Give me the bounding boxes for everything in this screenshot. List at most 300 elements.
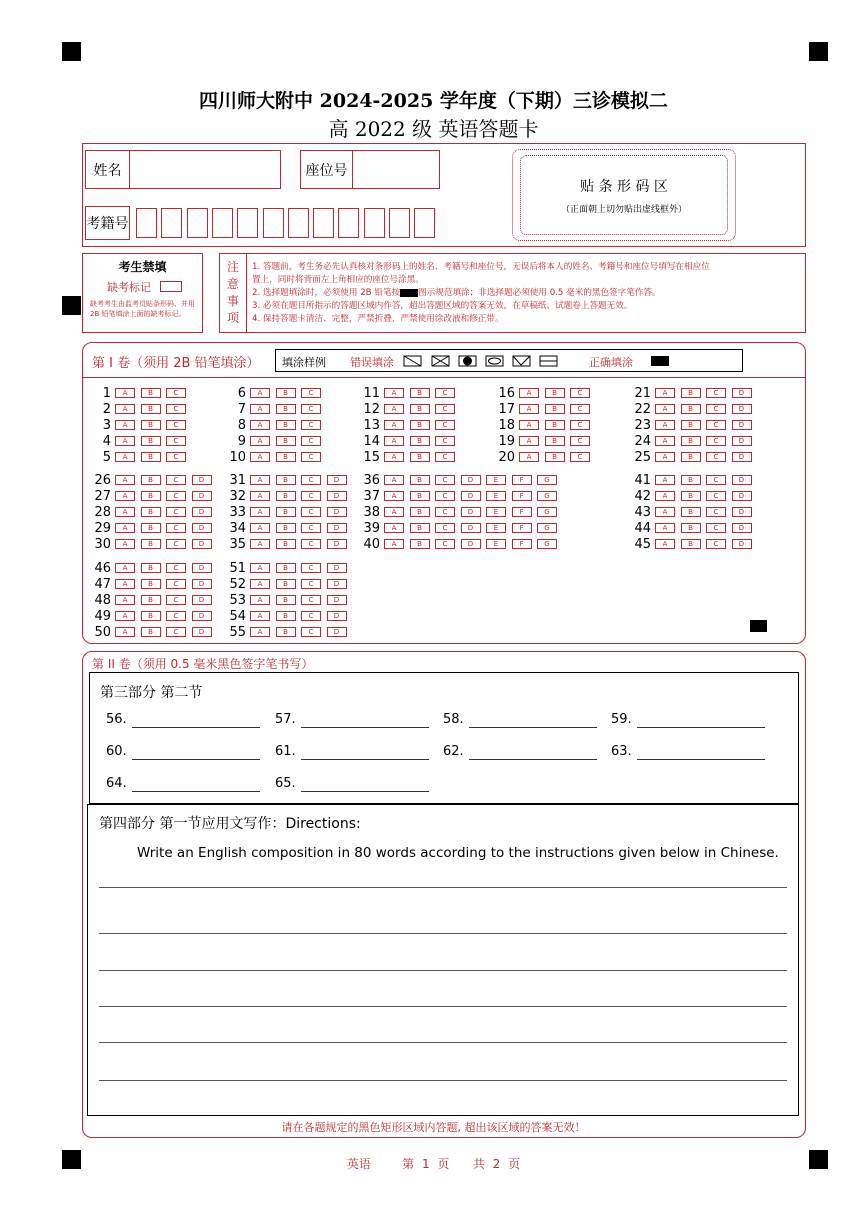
option-bubble-36-B[interactable]: B — [410, 475, 430, 485]
option-bubble-10-A[interactable]: A — [250, 452, 270, 462]
option-bubble-46-D[interactable]: D — [192, 563, 212, 573]
option-bubble-22-D[interactable]: D — [732, 404, 752, 414]
question-number: 31 — [229, 473, 246, 488]
option-bubble-47-B[interactable]: B — [141, 579, 161, 589]
blank-item[interactable] — [275, 744, 296, 759]
option-bubble-20-A[interactable]: A — [519, 452, 539, 462]
blank-line[interactable] — [469, 727, 597, 728]
question-number: 48 — [94, 593, 111, 608]
name-field[interactable] — [129, 150, 281, 189]
option-bubble-38-E[interactable]: E — [486, 507, 506, 517]
blank-item[interactable] — [106, 712, 127, 727]
option-bubble-26-A[interactable]: A — [115, 475, 135, 485]
option-bubble-35-C[interactable]: C — [301, 539, 321, 549]
option-bubble-49-C[interactable]: C — [166, 611, 186, 621]
option-bubble-7-B[interactable]: B — [276, 404, 296, 414]
option-bubble-34-A[interactable]: A — [250, 523, 270, 533]
corner-mark-top-left — [62, 42, 81, 61]
option-bubble-39-G[interactable]: G — [537, 523, 557, 533]
option-bubble-21-C[interactable]: C — [706, 388, 726, 398]
option-bubble-47-D[interactable]: D — [192, 579, 212, 589]
option-bubble-3-A[interactable]: A — [115, 420, 135, 430]
exam-id-digit-box[interactable] — [414, 208, 435, 238]
exam-id-digit-box[interactable] — [136, 208, 157, 238]
question-number: 26 — [94, 473, 111, 488]
option-bubble-13-C[interactable]: C — [435, 420, 455, 430]
option-bubble-51-D[interactable]: D — [327, 563, 347, 573]
option-bubble-27-A[interactable]: A — [115, 491, 135, 501]
option-bubble-9-C[interactable]: C — [301, 436, 321, 446]
option-bubble-36-C[interactable]: C — [435, 475, 455, 485]
option-bubble-11-B[interactable]: B — [410, 388, 430, 398]
option-bubble-48-A[interactable]: A — [115, 595, 135, 605]
option-bubble-29-B[interactable]: B — [141, 523, 161, 533]
option-bubble-33-C[interactable]: C — [301, 507, 321, 517]
barcode-note: （正面朝上切勿贴出虚线框外） — [560, 205, 687, 215]
exam-id-digit-box[interactable] — [187, 208, 208, 238]
option-bubble-14-A[interactable]: A — [384, 436, 404, 446]
option-bubble-22-C[interactable]: C — [706, 404, 726, 414]
option-bubble-52-C[interactable]: C — [301, 579, 321, 589]
option-bubble-52-A[interactable]: A — [250, 579, 270, 589]
option-bubble-24-B[interactable]: B — [681, 436, 701, 446]
option-bubble-30-C[interactable]: C — [166, 539, 186, 549]
option-bubble-52-D[interactable]: D — [327, 579, 347, 589]
option-bubble-41-A[interactable]: A — [655, 475, 675, 485]
section4-title: 第四部分 第一节应用文写作：Directions: — [99, 816, 361, 832]
question-number: 29 — [94, 521, 111, 536]
writing-line[interactable] — [99, 970, 787, 971]
option-bubble-49-A[interactable]: A — [115, 611, 135, 621]
option-bubble-28-A[interactable]: A — [115, 507, 135, 517]
option-bubble-36-G[interactable]: G — [537, 475, 557, 485]
option-bubble-4-A[interactable]: A — [115, 436, 135, 446]
option-bubble-10-C[interactable]: C — [301, 452, 321, 462]
option-bubble-8-A[interactable]: A — [250, 420, 270, 430]
option-bubble-16-C[interactable]: C — [570, 388, 590, 398]
option-bubble-44-C[interactable]: C — [706, 523, 726, 533]
blank-item[interactable] — [275, 712, 296, 727]
option-bubble-2-B[interactable]: B — [141, 404, 161, 414]
option-bubble-25-D[interactable]: D — [732, 452, 752, 462]
option-bubble-10-B[interactable]: B — [276, 452, 296, 462]
directions-text: Write an English composition in 80 words according to the instructions given below in Chinese. — [137, 845, 779, 861]
option-bubble-45-C[interactable]: C — [706, 539, 726, 549]
option-bubble-47-A[interactable]: A — [115, 579, 135, 589]
option-bubble-29-D[interactable]: D — [192, 523, 212, 533]
option-bubble-40-G[interactable]: G — [537, 539, 557, 549]
option-bubble-32-A[interactable]: A — [250, 491, 270, 501]
option-bubble-27-C[interactable]: C — [166, 491, 186, 501]
option-bubble-44-D[interactable]: D — [732, 523, 752, 533]
blank-item[interactable] — [106, 776, 127, 791]
option-bubble-50-C[interactable]: C — [166, 627, 186, 637]
blank-line[interactable] — [301, 727, 429, 728]
option-bubble-55-D[interactable]: D — [327, 627, 347, 637]
option-bubble-39-A[interactable]: A — [384, 523, 404, 533]
option-bubble-20-B[interactable]: B — [545, 452, 565, 462]
question-number: 16 — [498, 386, 515, 401]
option-bubble-1-C[interactable]: C — [166, 388, 186, 398]
option-bubble-48-D[interactable]: D — [192, 595, 212, 605]
right-label: 正确填涂 — [589, 356, 633, 369]
option-bubble-38-G[interactable]: G — [537, 507, 557, 517]
question-number: 12 — [363, 402, 380, 417]
exam-id-digit-box[interactable] — [364, 208, 385, 238]
option-bubble-32-B[interactable]: B — [276, 491, 296, 501]
option-bubble-20-C[interactable]: C — [570, 452, 590, 462]
option-bubble-39-E[interactable]: E — [486, 523, 506, 533]
option-bubble-9-A[interactable]: A — [250, 436, 270, 446]
option-bubble-49-D[interactable]: D — [192, 611, 212, 621]
absent-mark-box[interactable] — [160, 281, 182, 292]
option-bubble-42-B[interactable]: B — [681, 491, 701, 501]
option-bubble-41-B[interactable]: B — [681, 475, 701, 485]
option-bubble-51-C[interactable]: C — [301, 563, 321, 573]
blank-line[interactable] — [301, 759, 429, 760]
option-bubble-35-B[interactable]: B — [276, 539, 296, 549]
option-bubble-54-D[interactable]: D — [327, 611, 347, 621]
option-bubble-24-D[interactable]: D — [732, 436, 752, 446]
blank-item[interactable] — [611, 744, 632, 759]
option-bubble-12-B[interactable]: B — [410, 404, 430, 414]
option-bubble-18-A[interactable]: A — [519, 420, 539, 430]
option-bubble-30-A[interactable]: A — [115, 539, 135, 549]
option-bubble-14-B[interactable]: B — [410, 436, 430, 446]
option-bubble-37-C[interactable]: C — [435, 491, 455, 501]
option-bubble-53-A[interactable]: A — [250, 595, 270, 605]
option-bubble-13-A[interactable]: A — [384, 420, 404, 430]
option-bubble-39-C[interactable]: C — [435, 523, 455, 533]
option-bubble-5-B[interactable]: B — [141, 452, 161, 462]
option-bubble-21-B[interactable]: B — [681, 388, 701, 398]
option-bubble-36-A[interactable]: A — [384, 475, 404, 485]
seat-field[interactable] — [352, 150, 440, 189]
option-bubble-54-A[interactable]: A — [250, 611, 270, 621]
option-bubble-55-B[interactable]: B — [276, 627, 296, 637]
question-number: 37 — [363, 489, 380, 504]
option-bubble-35-A[interactable]: A — [250, 539, 270, 549]
option-bubble-42-C[interactable]: C — [706, 491, 726, 501]
option-bubble-52-B[interactable]: B — [276, 579, 296, 589]
option-bubble-27-B[interactable]: B — [141, 491, 161, 501]
option-bubble-28-B[interactable]: B — [141, 507, 161, 517]
option-bubble-46-A[interactable]: A — [115, 563, 135, 573]
option-bubble-43-B[interactable]: B — [681, 507, 701, 517]
absent-note: 缺考考生由监考员贴条形码、并用 2B 铅笔填涂上面的缺考标记。 — [90, 300, 195, 318]
option-bubble-31-D[interactable]: D — [327, 475, 347, 485]
exam-id-digit-box[interactable] — [263, 208, 284, 238]
option-bubble-42-D[interactable]: D — [732, 491, 752, 501]
option-bubble-21-A[interactable]: A — [655, 388, 675, 398]
option-bubble-44-A[interactable]: A — [655, 523, 675, 533]
option-bubble-42-A[interactable]: A — [655, 491, 675, 501]
option-bubble-29-C[interactable]: C — [166, 523, 186, 533]
option-bubble-34-D[interactable]: D — [327, 523, 347, 533]
option-bubble-1-B[interactable]: B — [141, 388, 161, 398]
question-number: 47 — [94, 577, 111, 592]
option-bubble-15-C[interactable]: C — [435, 452, 455, 462]
option-bubble-39-B[interactable]: B — [410, 523, 430, 533]
option-bubble-28-C[interactable]: C — [166, 507, 186, 517]
option-bubble-22-A[interactable]: A — [655, 404, 675, 414]
option-bubble-36-D[interactable]: D — [461, 475, 481, 485]
option-bubble-18-C[interactable]: C — [570, 420, 590, 430]
option-bubble-25-C[interactable]: C — [706, 452, 726, 462]
option-bubble-24-A[interactable]: A — [655, 436, 675, 446]
option-bubble-5-C[interactable]: C — [166, 452, 186, 462]
blank-number: 56. — [106, 712, 127, 727]
option-bubble-7-A[interactable]: A — [250, 404, 270, 414]
blank-line[interactable] — [132, 727, 260, 728]
question-number: 41 — [634, 473, 651, 488]
option-bubble-35-D[interactable]: D — [327, 539, 347, 549]
question-number: 34 — [229, 521, 246, 536]
option-bubble-30-D[interactable]: D — [192, 539, 212, 549]
question-number: 6 — [237, 386, 246, 401]
option-bubble-38-A[interactable]: A — [384, 507, 404, 517]
option-bubble-46-B[interactable]: B — [141, 563, 161, 573]
footer — [0, 1155, 867, 1172]
option-bubble-39-F[interactable]: F — [512, 523, 532, 533]
option-bubble-27-D[interactable]: D — [192, 491, 212, 501]
option-bubble-40-E[interactable]: E — [486, 539, 506, 549]
option-bubble-29-A[interactable]: A — [115, 523, 135, 533]
option-bubble-4-B[interactable]: B — [141, 436, 161, 446]
option-bubble-19-A[interactable]: A — [519, 436, 539, 446]
option-bubble-33-B[interactable]: B — [276, 507, 296, 517]
option-bubble-34-B[interactable]: B — [276, 523, 296, 533]
option-bubble-23-D[interactable]: D — [732, 420, 752, 430]
question-number: 52 — [229, 577, 246, 592]
part2-title: 第 II 卷（须用 0.5 毫米黑色签字笔书写） — [92, 657, 314, 671]
blank-line[interactable] — [469, 759, 597, 760]
option-bubble-14-C[interactable]: C — [435, 436, 455, 446]
option-bubble-38-B[interactable]: B — [410, 507, 430, 517]
option-bubble-50-B[interactable]: B — [141, 627, 161, 637]
option-bubble-38-D[interactable]: D — [461, 507, 481, 517]
blank-line[interactable] — [132, 791, 260, 792]
option-bubble-37-B[interactable]: B — [410, 491, 430, 501]
option-bubble-43-D[interactable]: D — [732, 507, 752, 517]
question-number: 36 — [363, 473, 380, 488]
question-number: 32 — [229, 489, 246, 504]
blank-item[interactable] — [106, 744, 127, 759]
option-bubble-6-A[interactable]: A — [250, 388, 270, 398]
blank-number: 57. — [275, 712, 296, 727]
option-bubble-23-C[interactable]: C — [706, 420, 726, 430]
blank-number: 63. — [611, 744, 632, 759]
writing-line[interactable] — [99, 1042, 787, 1043]
option-bubble-23-A[interactable]: A — [655, 420, 675, 430]
option-bubble-55-C[interactable]: C — [301, 627, 321, 637]
option-bubble-26-D[interactable]: D — [192, 475, 212, 485]
option-bubble-48-B[interactable]: B — [141, 595, 161, 605]
blank-line[interactable] — [637, 759, 765, 760]
option-bubble-17-B[interactable]: B — [545, 404, 565, 414]
wrong-label: 错误填涂 — [350, 356, 394, 369]
option-bubble-17-C[interactable]: C — [570, 404, 590, 414]
option-bubble-38-F[interactable]: F — [512, 507, 532, 517]
exam-id-digit-box[interactable] — [212, 208, 233, 238]
option-bubble-55-A[interactable]: A — [250, 627, 270, 637]
option-bubble-45-D[interactable]: D — [732, 539, 752, 549]
notice-text: 1. 答题前，考生务必先认真核对条形码上的姓名、考籍号和座位号，无误后将本人的姓名、考籍号和座位号填写在相应位 置上，同时将背面左上角相应的座位号涂黑。 2. 选择题填涂时，必须使用 2B 铅笔按 图示规范填涂；非选择题必须使用 0.5 毫米的黑色签字笔作答。 3. 必须在题目所指示的答题区域内作答，超出答题区域的答案无效，在草稿纸、试题卷上答题无效。 4. 保持答题卡清洁、完整，严禁折叠，严禁使用涂改液和修正带。 — [252, 262, 710, 324]
option-bubble-33-A[interactable]: A — [250, 507, 270, 517]
option-bubble-26-C[interactable]: C — [166, 475, 186, 485]
option-bubble-49-B[interactable]: B — [141, 611, 161, 621]
option-bubble-6-B[interactable]: B — [276, 388, 296, 398]
option-bubble-9-B[interactable]: B — [276, 436, 296, 446]
option-bubble-43-C[interactable]: C — [706, 507, 726, 517]
option-bubble-3-C[interactable]: C — [166, 420, 186, 430]
option-bubble-45-B[interactable]: B — [681, 539, 701, 549]
option-bubble-50-A[interactable]: A — [115, 627, 135, 637]
option-bubble-46-C[interactable]: C — [166, 563, 186, 573]
option-bubble-31-B[interactable]: B — [276, 475, 296, 485]
question-number: 22 — [634, 402, 651, 417]
option-bubble-31-C[interactable]: C — [301, 475, 321, 485]
option-bubble-53-B[interactable]: B — [276, 595, 296, 605]
option-bubble-22-B[interactable]: B — [681, 404, 701, 414]
question-number: 25 — [634, 450, 651, 465]
option-bubble-47-C[interactable]: C — [166, 579, 186, 589]
question-number: 50 — [94, 625, 111, 640]
option-bubble-19-B[interactable]: B — [545, 436, 565, 446]
option-bubble-33-D[interactable]: D — [327, 507, 347, 517]
writing-line[interactable] — [99, 887, 787, 888]
option-bubble-2-C[interactable]: C — [166, 404, 186, 414]
option-bubble-37-E[interactable]: E — [486, 491, 506, 501]
option-bubble-3-B[interactable]: B — [141, 420, 161, 430]
blank-item[interactable] — [611, 712, 632, 727]
option-bubble-15-A[interactable]: A — [384, 452, 404, 462]
option-bubble-15-B[interactable]: B — [410, 452, 430, 462]
question-number: 53 — [229, 593, 246, 608]
option-bubble-53-D[interactable]: D — [327, 595, 347, 605]
option-bubble-41-D[interactable]: D — [732, 475, 752, 485]
option-bubble-7-C[interactable]: C — [301, 404, 321, 414]
option-bubble-25-B[interactable]: B — [681, 452, 701, 462]
option-bubble-45-A[interactable]: A — [655, 539, 675, 549]
option-bubble-18-B[interactable]: B — [545, 420, 565, 430]
exam-id-digit-box[interactable] — [338, 208, 359, 238]
option-bubble-54-B[interactable]: B — [276, 611, 296, 621]
writing-line[interactable] — [99, 933, 787, 934]
blank-line[interactable] — [637, 727, 765, 728]
option-bubble-37-A[interactable]: A — [384, 491, 404, 501]
option-bubble-11-A[interactable]: A — [384, 388, 404, 398]
option-bubble-41-C[interactable]: C — [706, 475, 726, 485]
option-bubble-34-C[interactable]: C — [301, 523, 321, 533]
barcode-area — [512, 149, 736, 241]
option-bubble-48-C[interactable]: C — [166, 595, 186, 605]
blank-item[interactable] — [275, 776, 296, 791]
question-number: 43 — [634, 505, 651, 520]
option-bubble-53-C[interactable]: C — [301, 595, 321, 605]
option-bubble-16-B[interactable]: B — [545, 388, 565, 398]
blank-line[interactable] — [301, 791, 429, 792]
question-number: 19 — [498, 434, 515, 449]
option-bubble-50-D[interactable]: D — [192, 627, 212, 637]
option-bubble-38-C[interactable]: C — [435, 507, 455, 517]
option-bubble-24-C[interactable]: C — [706, 436, 726, 446]
option-bubble-36-F[interactable]: F — [512, 475, 532, 485]
option-bubble-28-D[interactable]: D — [192, 507, 212, 517]
absent-title: 考生禁填 — [118, 260, 167, 274]
question-number: 10 — [229, 450, 246, 465]
exam-id-digit-box[interactable] — [389, 208, 410, 238]
option-bubble-12-A[interactable]: A — [384, 404, 404, 414]
option-bubble-5-A[interactable]: A — [115, 452, 135, 462]
option-bubble-40-F[interactable]: F — [512, 539, 532, 549]
option-bubble-40-C[interactable]: C — [435, 539, 455, 549]
exam-id-digit-box[interactable] — [313, 208, 334, 238]
corner-mark-top-right — [809, 42, 828, 61]
writing-line[interactable] — [99, 1006, 787, 1007]
option-bubble-51-A[interactable]: A — [250, 563, 270, 573]
wrong-fill-samples — [402, 354, 562, 368]
option-bubble-17-A[interactable]: A — [519, 404, 539, 414]
option-bubble-23-B[interactable]: B — [681, 420, 701, 430]
option-bubble-13-B[interactable]: B — [410, 420, 430, 430]
blank-line[interactable] — [132, 759, 260, 760]
option-bubble-6-C[interactable]: C — [301, 388, 321, 398]
option-bubble-39-D[interactable]: D — [461, 523, 481, 533]
option-bubble-31-A[interactable]: A — [250, 475, 270, 485]
option-bubble-37-D[interactable]: D — [461, 491, 481, 501]
blank-item[interactable] — [443, 712, 464, 727]
option-bubble-8-C[interactable]: C — [301, 420, 321, 430]
option-bubble-37-F[interactable]: F — [512, 491, 532, 501]
option-bubble-4-C[interactable]: C — [166, 436, 186, 446]
option-bubble-19-C[interactable]: C — [570, 436, 590, 446]
option-bubble-25-A[interactable]: A — [655, 452, 675, 462]
option-bubble-1-A[interactable]: A — [115, 388, 135, 398]
exam-id-digit-box[interactable] — [161, 208, 182, 238]
option-bubble-12-C[interactable]: C — [435, 404, 455, 414]
blank-item[interactable] — [443, 744, 464, 759]
option-bubble-8-B[interactable]: B — [276, 420, 296, 430]
seat-label: 座位号 — [300, 150, 353, 189]
option-bubble-32-C[interactable]: C — [301, 491, 321, 501]
writing-line[interactable] — [99, 1080, 787, 1081]
exam-id-digit-box[interactable] — [288, 208, 309, 238]
option-bubble-40-A[interactable]: A — [384, 539, 404, 549]
option-bubble-44-B[interactable]: B — [681, 523, 701, 533]
question-number: 1 — [102, 386, 111, 401]
option-bubble-54-C[interactable]: C — [301, 611, 321, 621]
option-bubble-16-A[interactable]: A — [519, 388, 539, 398]
option-bubble-37-G[interactable]: G — [537, 491, 557, 501]
option-bubble-36-E[interactable]: E — [486, 475, 506, 485]
option-bubble-30-B[interactable]: B — [141, 539, 161, 549]
option-bubble-11-C[interactable]: C — [435, 388, 455, 398]
question-number: 20 — [498, 450, 515, 465]
option-bubble-40-D[interactable]: D — [461, 539, 481, 549]
question-number: 51 — [229, 561, 246, 576]
option-bubble-2-A[interactable]: A — [115, 404, 135, 414]
blank-number: 64. — [106, 776, 127, 791]
option-bubble-21-D[interactable]: D — [732, 388, 752, 398]
option-bubble-40-B[interactable]: B — [410, 539, 430, 549]
option-bubble-51-B[interactable]: B — [276, 563, 296, 573]
exam-id-digit-box[interactable] — [237, 208, 258, 238]
option-bubble-32-D[interactable]: D — [327, 491, 347, 501]
answer-area-warning: 请在各题规定的黑色矩形区域内答题, 超出该区域的答案无效！ — [281, 1121, 586, 1134]
option-bubble-43-A[interactable]: A — [655, 507, 675, 517]
option-bubble-26-B[interactable]: B — [141, 475, 161, 485]
